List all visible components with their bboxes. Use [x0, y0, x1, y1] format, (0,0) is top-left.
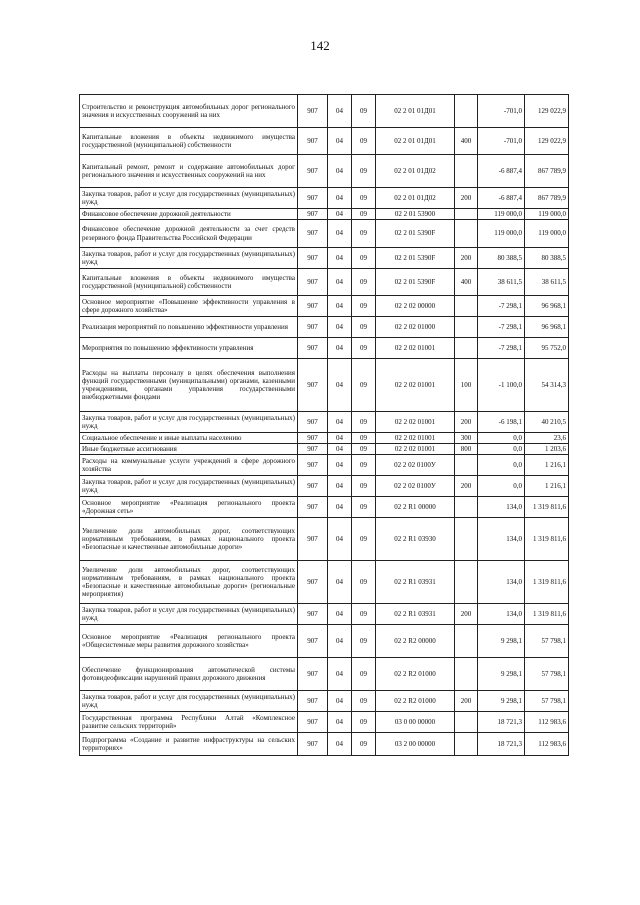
row-total-amount: 23,6: [525, 433, 569, 444]
row-subsection: 09: [352, 188, 376, 209]
row-name: Закупка товаров, работ и услуг для государственных (муниципальных) нужд: [80, 188, 298, 209]
row-ministry-code: 907: [298, 412, 328, 433]
row-subsection: 09: [352, 220, 376, 248]
row-change-amount: 18 721,3: [478, 733, 525, 756]
row-subsection: 09: [352, 248, 376, 269]
table-row: [80, 455, 569, 476]
table-row: [80, 712, 569, 733]
row-section: 04: [328, 691, 352, 712]
table-row: [80, 444, 569, 455]
row-ministry-code: 907: [298, 604, 328, 625]
row-ministry-code: 907: [298, 95, 328, 128]
row-total-amount: 54 314,3: [525, 359, 569, 412]
row-expense-type: 300: [455, 433, 478, 444]
row-change-amount: 134,0: [478, 604, 525, 625]
row-target-article: 02 2 R1 03930: [376, 518, 455, 561]
row-change-amount: 9 298,1: [478, 625, 525, 658]
row-target-article: 02 2 01 01Д02: [376, 155, 455, 188]
row-expense-type: [455, 296, 478, 317]
row-name: Капитальные вложения в объекты недвижимого имущества государственной (муниципальной) собственности: [80, 128, 298, 155]
row-target-article: 02 2 02 00000: [376, 296, 455, 317]
row-expense-type: [455, 561, 478, 604]
table-row: [80, 604, 569, 625]
row-target-article: 03 2 00 00000: [376, 733, 455, 756]
row-ministry-code: 907: [298, 691, 328, 712]
row-name: Закупка товаров, работ и услуг для государственных (муниципальных) нужд: [80, 248, 298, 269]
table-row: [80, 317, 569, 338]
row-subsection: 09: [352, 155, 376, 188]
row-expense-type: [455, 338, 478, 359]
row-total-amount: 1 216,1: [525, 476, 569, 497]
row-ministry-code: 907: [298, 248, 328, 269]
table-row: [80, 248, 569, 269]
row-ministry-code: 907: [298, 476, 328, 497]
row-subsection: 09: [352, 691, 376, 712]
row-total-amount: 112 983,6: [525, 712, 569, 733]
row-subsection: 09: [352, 476, 376, 497]
row-name: Основное мероприятие «Реализация регионального проекта «Общесистемные меры развития дорожного хозяйства»: [80, 625, 298, 658]
row-expense-type: [455, 733, 478, 756]
row-expense-type: [455, 518, 478, 561]
row-change-amount: 0,0: [478, 444, 525, 455]
row-target-article: 02 2 R2 01000: [376, 691, 455, 712]
row-total-amount: 1 203,6: [525, 444, 569, 455]
row-name: Обеспечение функционирования автоматической системы фотовидеофиксации нарушений правил дорожного движения: [80, 658, 298, 691]
budget-table: [79, 94, 569, 756]
row-total-amount: 95 752,0: [525, 338, 569, 359]
table-row: [80, 691, 569, 712]
row-section: 04: [328, 497, 352, 518]
row-target-article: 02 2 01 5390F: [376, 269, 455, 296]
table-row: [80, 476, 569, 497]
row-total-amount: 1 319 811,6: [525, 497, 569, 518]
row-subsection: 09: [352, 455, 376, 476]
row-change-amount: -1 100,0: [478, 359, 525, 412]
row-expense-type: [455, 497, 478, 518]
table-row: [80, 412, 569, 433]
row-total-amount: 129 022,9: [525, 128, 569, 155]
row-name: Расходы на коммунальные услуги учреждений в сфере дорожного хозяйства: [80, 455, 298, 476]
row-total-amount: 96 968,1: [525, 296, 569, 317]
row-expense-type: [455, 95, 478, 128]
row-subsection: 09: [352, 338, 376, 359]
row-target-article: 02 2 01 01Д02: [376, 188, 455, 209]
row-name: Основное мероприятие «Реализация регионального проекта «Дорожная сеть»: [80, 497, 298, 518]
row-target-article: 02 2 R1 00000: [376, 497, 455, 518]
row-change-amount: 134,0: [478, 497, 525, 518]
row-target-article: 02 2 01 01Д01: [376, 95, 455, 128]
row-target-article: 02 2 01 5390F: [376, 220, 455, 248]
row-ministry-code: 907: [298, 455, 328, 476]
row-section: 04: [328, 476, 352, 497]
row-target-article: 02 2 R2 01000: [376, 658, 455, 691]
row-section: 04: [328, 455, 352, 476]
row-ministry-code: 907: [298, 444, 328, 455]
row-target-article: 02 2 02 01000: [376, 317, 455, 338]
row-subsection: 09: [352, 658, 376, 691]
row-section: 04: [328, 155, 352, 188]
row-change-amount: 0,0: [478, 476, 525, 497]
row-subsection: 09: [352, 209, 376, 220]
row-section: 04: [328, 712, 352, 733]
row-change-amount: 0,0: [478, 433, 525, 444]
row-total-amount: 38 611,5: [525, 269, 569, 296]
row-section: 04: [328, 359, 352, 412]
row-expense-type: 200: [455, 476, 478, 497]
row-subsection: 09: [352, 128, 376, 155]
row-change-amount: 0,0: [478, 455, 525, 476]
row-section: 04: [328, 296, 352, 317]
row-expense-type: [455, 317, 478, 338]
row-target-article: 02 2 01 53900: [376, 209, 455, 220]
row-ministry-code: 907: [298, 209, 328, 220]
table-row: [80, 296, 569, 317]
row-name: Реализация мероприятий по повышению эффективности управления: [80, 317, 298, 338]
row-ministry-code: 907: [298, 658, 328, 691]
row-change-amount: 119 000,0: [478, 220, 525, 248]
row-total-amount: 1 216,1: [525, 455, 569, 476]
table-row: [80, 95, 569, 128]
row-name: Закупка товаров, работ и услуг для государственных (муниципальных) нужд: [80, 691, 298, 712]
table-row: [80, 433, 569, 444]
table-row: [80, 220, 569, 248]
row-expense-type: 200: [455, 248, 478, 269]
table-row: [80, 209, 569, 220]
row-ministry-code: 907: [298, 561, 328, 604]
row-section: 04: [328, 561, 352, 604]
row-change-amount: -6 198,1: [478, 412, 525, 433]
row-section: 04: [328, 412, 352, 433]
table-row: [80, 518, 569, 561]
row-name: Финансовое обеспечение дорожной деятельности за счет средств резервного фонда Правительства Российской Федерации: [80, 220, 298, 248]
row-expense-type: 100: [455, 359, 478, 412]
row-ministry-code: 907: [298, 269, 328, 296]
table-row: [80, 733, 569, 756]
row-section: 04: [328, 625, 352, 658]
row-subsection: 09: [352, 412, 376, 433]
row-expense-type: 200: [455, 691, 478, 712]
row-target-article: 02 2 01 01Д01: [376, 128, 455, 155]
table-row: [80, 561, 569, 604]
table-row: [80, 625, 569, 658]
row-name: Закупка товаров, работ и услуг для государственных (муниципальных) нужд: [80, 604, 298, 625]
row-section: 04: [328, 518, 352, 561]
page-number: 142: [310, 38, 330, 53]
row-section: 04: [328, 433, 352, 444]
row-change-amount: 38 611,5: [478, 269, 525, 296]
table-row: [80, 155, 569, 188]
row-subsection: 09: [352, 317, 376, 338]
row-expense-type: 400: [455, 269, 478, 296]
row-name: Основное мероприятие «Повышение эффективности управления в сфере дорожного хозяйства»: [80, 296, 298, 317]
row-total-amount: 1 319 811,6: [525, 518, 569, 561]
row-name: Капитальные вложения в объекты недвижимого имущества государственной (муниципальной) собственности: [80, 269, 298, 296]
row-ministry-code: 907: [298, 497, 328, 518]
row-ministry-code: 907: [298, 188, 328, 209]
row-change-amount: 134,0: [478, 561, 525, 604]
row-name: Иные бюджетные ассигнования: [80, 444, 298, 455]
row-section: 04: [328, 188, 352, 209]
row-ministry-code: 907: [298, 625, 328, 658]
row-total-amount: 96 968,1: [525, 317, 569, 338]
row-ministry-code: 907: [298, 155, 328, 188]
row-subsection: 09: [352, 518, 376, 561]
row-name: Подпрограмма «Создание и развитие инфраструктуры на сельских территориях»: [80, 733, 298, 756]
row-target-article: 02 2 01 5390F: [376, 248, 455, 269]
row-total-amount: 129 022,9: [525, 95, 569, 128]
row-subsection: 09: [352, 95, 376, 128]
row-subsection: 09: [352, 269, 376, 296]
row-name: Мероприятия по повышению эффективности управления: [80, 338, 298, 359]
row-change-amount: 9 298,1: [478, 658, 525, 691]
row-ministry-code: 907: [298, 128, 328, 155]
row-expense-type: [455, 220, 478, 248]
row-expense-type: [455, 712, 478, 733]
row-target-article: 02 2 02 0100У: [376, 455, 455, 476]
row-section: 04: [328, 220, 352, 248]
row-total-amount: 112 983,6: [525, 733, 569, 756]
row-section: 04: [328, 95, 352, 128]
row-subsection: 09: [352, 359, 376, 412]
row-target-article: 02 2 02 01001: [376, 433, 455, 444]
row-change-amount: 80 388,5: [478, 248, 525, 269]
row-target-article: 03 0 00 00000: [376, 712, 455, 733]
row-ministry-code: 907: [298, 296, 328, 317]
row-name: Увеличение доли автомобильных дорог, соответствующих нормативным требованиям, в рамках национального проекта «Безопасные и качественные автомобильные дороги» (региональные мероприятия): [80, 561, 298, 604]
table-row: [80, 128, 569, 155]
row-subsection: 09: [352, 625, 376, 658]
row-change-amount: -7 298,1: [478, 296, 525, 317]
row-target-article: 02 2 02 01001: [376, 412, 455, 433]
row-total-amount: 40 210,5: [525, 412, 569, 433]
row-name: Социальное обеспечение и иные выплаты населению: [80, 433, 298, 444]
row-expense-type: [455, 209, 478, 220]
row-expense-type: [455, 155, 478, 188]
row-change-amount: -7 298,1: [478, 338, 525, 359]
row-expense-type: [455, 455, 478, 476]
row-change-amount: 18 721,3: [478, 712, 525, 733]
row-expense-type: [455, 625, 478, 658]
row-change-amount: 134,0: [478, 518, 525, 561]
row-target-article: 02 2 R1 03931: [376, 604, 455, 625]
row-target-article: 02 2 02 01001: [376, 444, 455, 455]
row-total-amount: 80 388,5: [525, 248, 569, 269]
row-total-amount: 1 319 811,6: [525, 561, 569, 604]
row-change-amount: -6 887,4: [478, 155, 525, 188]
row-name: Финансовое обеспечение дорожной деятельности: [80, 209, 298, 220]
row-expense-type: 800: [455, 444, 478, 455]
row-subsection: 09: [352, 444, 376, 455]
row-name: Капитальный ремонт, ремонт и содержание автомобильных дорог регионального значения и искусственных сооружений на них: [80, 155, 298, 188]
row-name: Государственная программа Республики Алтай «Комплексное развитие сельских территорий»: [80, 712, 298, 733]
row-section: 04: [328, 733, 352, 756]
row-total-amount: 1 319 811,6: [525, 604, 569, 625]
table-row: [80, 359, 569, 412]
row-expense-type: 200: [455, 188, 478, 209]
row-ministry-code: 907: [298, 359, 328, 412]
row-expense-type: 200: [455, 604, 478, 625]
row-name: Закупка товаров, работ и услуг для государственных (муниципальных) нужд: [80, 476, 298, 497]
row-total-amount: 867 789,9: [525, 188, 569, 209]
row-subsection: 09: [352, 712, 376, 733]
table-row: [80, 338, 569, 359]
row-target-article: 02 2 02 01001: [376, 359, 455, 412]
row-expense-type: [455, 658, 478, 691]
row-total-amount: 57 798,1: [525, 658, 569, 691]
row-change-amount: -701,0: [478, 128, 525, 155]
row-change-amount: -6 887,4: [478, 188, 525, 209]
row-subsection: 09: [352, 296, 376, 317]
row-name: Строительство и реконструкция автомобильных дорог регионального значения и искусственных сооружений на них: [80, 95, 298, 128]
row-change-amount: -701,0: [478, 95, 525, 128]
row-section: 04: [328, 604, 352, 625]
row-section: 04: [328, 209, 352, 220]
row-target-article: 02 2 02 01001: [376, 338, 455, 359]
table-row: [80, 497, 569, 518]
row-section: 04: [328, 248, 352, 269]
row-name: Расходы на выплаты персоналу в целях обеспечения выполнения функций государственными (муниципальными) органами, казенными учреждениями, органами управления государственными внебюджетными фондами: [80, 359, 298, 412]
table-row: [80, 269, 569, 296]
row-total-amount: 57 798,1: [525, 625, 569, 658]
row-ministry-code: 907: [298, 338, 328, 359]
row-section: 04: [328, 658, 352, 691]
row-ministry-code: 907: [298, 220, 328, 248]
row-section: 04: [328, 444, 352, 455]
row-target-article: 02 2 R2 00000: [376, 625, 455, 658]
row-section: 04: [328, 128, 352, 155]
row-ministry-code: 907: [298, 433, 328, 444]
row-subsection: 09: [352, 561, 376, 604]
row-change-amount: 119 000,0: [478, 209, 525, 220]
row-change-amount: 9 298,1: [478, 691, 525, 712]
row-target-article: 02 2 R1 03931: [376, 561, 455, 604]
row-section: 04: [328, 269, 352, 296]
row-ministry-code: 907: [298, 712, 328, 733]
row-subsection: 09: [352, 733, 376, 756]
row-total-amount: 119 000,0: [525, 209, 569, 220]
row-subsection: 09: [352, 604, 376, 625]
row-section: 04: [328, 317, 352, 338]
row-ministry-code: 907: [298, 733, 328, 756]
row-total-amount: 119 000,0: [525, 220, 569, 248]
row-change-amount: -7 298,1: [478, 317, 525, 338]
table-row: [80, 188, 569, 209]
row-target-article: 02 2 02 0100У: [376, 476, 455, 497]
row-expense-type: 400: [455, 128, 478, 155]
row-ministry-code: 907: [298, 518, 328, 561]
row-expense-type: 200: [455, 412, 478, 433]
row-section: 04: [328, 338, 352, 359]
row-ministry-code: 907: [298, 317, 328, 338]
row-subsection: 09: [352, 497, 376, 518]
row-subsection: 09: [352, 433, 376, 444]
table-row: [80, 658, 569, 691]
row-total-amount: 867 789,9: [525, 155, 569, 188]
row-name: Увеличение доли автомобильных дорог, соответствующих нормативным требованиям, в рамках национального проекта «Безопасные и качественные автомобильные дороги»: [80, 518, 298, 561]
row-name: Закупка товаров, работ и услуг для государственных (муниципальных) нужд: [80, 412, 298, 433]
row-total-amount: 57 798,1: [525, 691, 569, 712]
